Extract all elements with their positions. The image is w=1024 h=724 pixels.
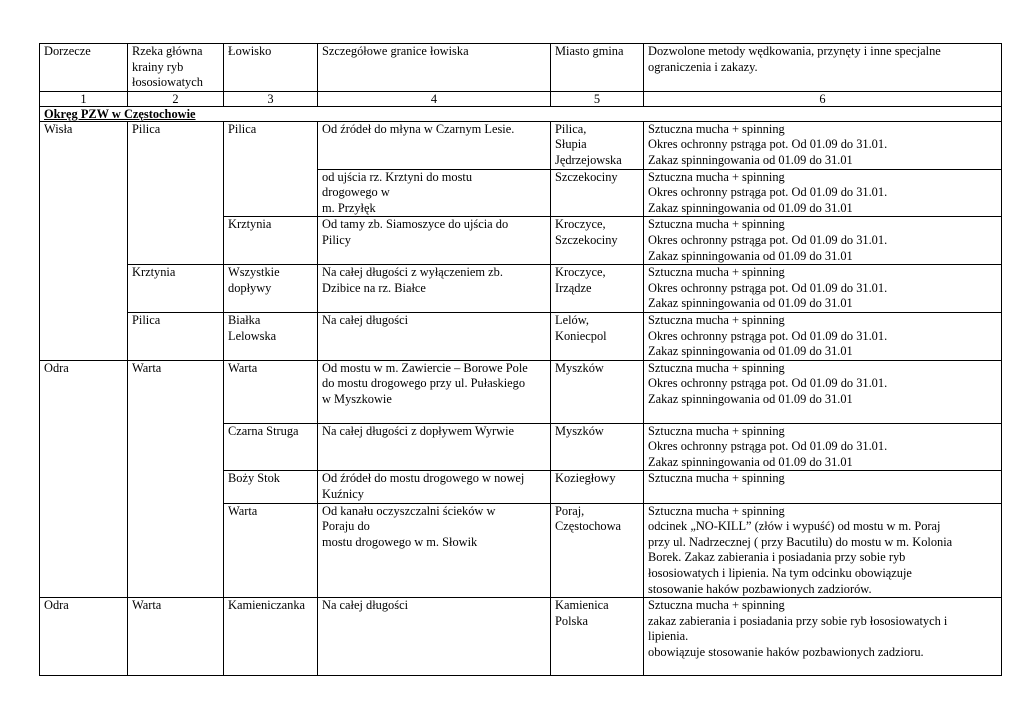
cell-miasto: Kroczyce, Irządze [551,265,644,313]
header-rzeka-glowna: Rzeka główna krainy ryb łososiowatych [128,44,224,92]
cell-lowisko: Kamieniczanka [224,598,318,676]
cell-dorzecze: Wisła [40,121,128,360]
table-row [40,360,1002,423]
cell-lowisko: Boży Stok [224,471,318,503]
cell-miasto: Kroczyce, Szczekociny [551,217,644,265]
cell-lowisko: Warta [224,360,318,423]
cell-metody: Sztuczna mucha + spinning Okres ochronny pstrąga pot. Od 01.09 do 31.01. Zakaz spinningowania od 01.09 do 31.01 [644,360,1002,423]
cell-miasto: Pilica, Słupia Jędrzejowska [551,121,644,169]
cell-lowisko: Wszystkie dopływy [224,265,318,313]
cell-granice: Na całej długości z dopływem Wyrwie [318,423,551,471]
cell-rzeka: Warta [128,598,224,676]
cell-miasto: Poraj, Częstochowa [551,503,644,598]
cell-miasto: Koziegłowy [551,471,644,503]
cell-miasto: Kamienica Polska [551,598,644,676]
cell-metody: Sztuczna mucha + spinning Okres ochronny pstrąga pot. Od 01.09 do 31.01. Zakaz spinningowania od 01.09 do 31.01 [644,423,1002,471]
table-row [40,312,1002,360]
cell-lowisko: Krztynia [224,217,318,265]
cell-lowisko: Białka Lelowska [224,312,318,360]
cell-lowisko: Warta [224,503,318,598]
cell-rzeka: Pilica [128,121,224,264]
cell-metody: Sztuczna mucha + spinning Okres ochronny pstrąga pot. Od 01.09 do 31.01. Zakaz spinningowania od 01.09 do 31.01 [644,217,1002,265]
header-granice: Szczegółowe granice łowiska [318,44,551,92]
cell-rzeka: Warta [128,360,224,598]
table-row [40,598,1002,676]
column-number-row [40,91,1002,106]
cell-metody: Sztuczna mucha + spinning Okres ochronny pstrąga pot. Od 01.09 do 31.01. Zakaz spinningowania od 01.09 do 31.01 [644,265,1002,313]
cell-metody: Sztuczna mucha + spinning [644,471,1002,503]
section-title: Okręg PZW w Częstochowie [40,106,1002,121]
column-number: 2 [128,91,224,106]
cell-miasto: Lelów, Koniecpol [551,312,644,360]
cell-metody: Sztuczna mucha + spinning Okres ochronny pstrąga pot. Od 01.09 do 31.01. Zakaz spinningowania od 01.09 do 31.01 [644,121,1002,169]
header-metody: Dozwolone metody wędkowania, przynęty i inne specjalne ograniczenia i zakazy. [644,44,1002,92]
cell-metody: Sztuczna mucha + spinning odcinek „NO-KILL” (złów i wypuść) od mostu w m. Poraj przy ul. Nadrzecznej ( przy Bacutilu) do mostu w m. Kolonia Borek. Zakaz zabierania i posiadania przy sobie ryb łososiowatych i lipienia. Na tym odcinku obowiązuje stosowanie haków pozbawionych zadziorów. [644,503,1002,598]
column-number: 5 [551,91,644,106]
section-row [40,106,1002,121]
column-number: 4 [318,91,551,106]
cell-granice: Od mostu w m. Zawiercie – Borowe Pole do mostu drogowego przy ul. Pułaskiego w Myszkowie [318,360,551,423]
cell-granice: Na całej długości [318,312,551,360]
cell-miasto: Myszków [551,360,644,423]
cell-granice: Na całej długości [318,598,551,676]
column-number: 6 [644,91,1002,106]
cell-lowisko: Pilica [224,121,318,217]
table-row [40,265,1002,313]
header-row [40,44,1002,92]
cell-rzeka: Pilica [128,312,224,360]
cell-lowisko: Czarna Struga [224,423,318,471]
cell-miasto: Myszków [551,423,644,471]
cell-dorzecze: Odra [40,360,128,598]
cell-granice: Od kanału oczyszczalni ścieków w Poraju do mostu drogowego w m. Słowik [318,503,551,598]
cell-metody: Sztuczna mucha + spinning Okres ochronny pstrąga pot. Od 01.09 do 31.01. Zakaz spinningowania od 01.09 do 31.01 [644,169,1002,217]
column-number: 1 [40,91,128,106]
cell-granice: Na całej długości z wyłączeniem zb. Dzibice na rz. Białce [318,265,551,313]
cell-rzeka: Krztynia [128,265,224,313]
header-miasto-gmina: Miasto gmina [551,44,644,92]
cell-miasto: Szczekociny [551,169,644,217]
cell-metody: Sztuczna mucha + spinning Okres ochronny pstrąga pot. Od 01.09 do 31.01. Zakaz spinningowania od 01.09 do 31.01 [644,312,1002,360]
table-row [40,121,1002,169]
header-lowisko: Łowisko [224,44,318,92]
cell-granice: Od tamy zb. Siamoszyce do ujścia do Pilicy [318,217,551,265]
cell-granice: Od źródeł do młyna w Czarnym Lesie. [318,121,551,169]
header-dorzecze: Dorzecze [40,44,128,92]
fishery-table [39,43,1002,676]
column-number: 3 [224,91,318,106]
cell-granice: od ujścia rz. Krztyni do mostu drogowego w m. Przyłęk [318,169,551,217]
cell-metody: Sztuczna mucha + spinning zakaz zabierania i posiadania przy sobie ryb łososiowatych i lipienia. obowiązuje stosowanie haków pozbawionych zadzioru. [644,598,1002,676]
cell-dorzecze: Odra [40,598,128,676]
cell-granice: Od źródeł do mostu drogowego w nowej Kuźnicy [318,471,551,503]
